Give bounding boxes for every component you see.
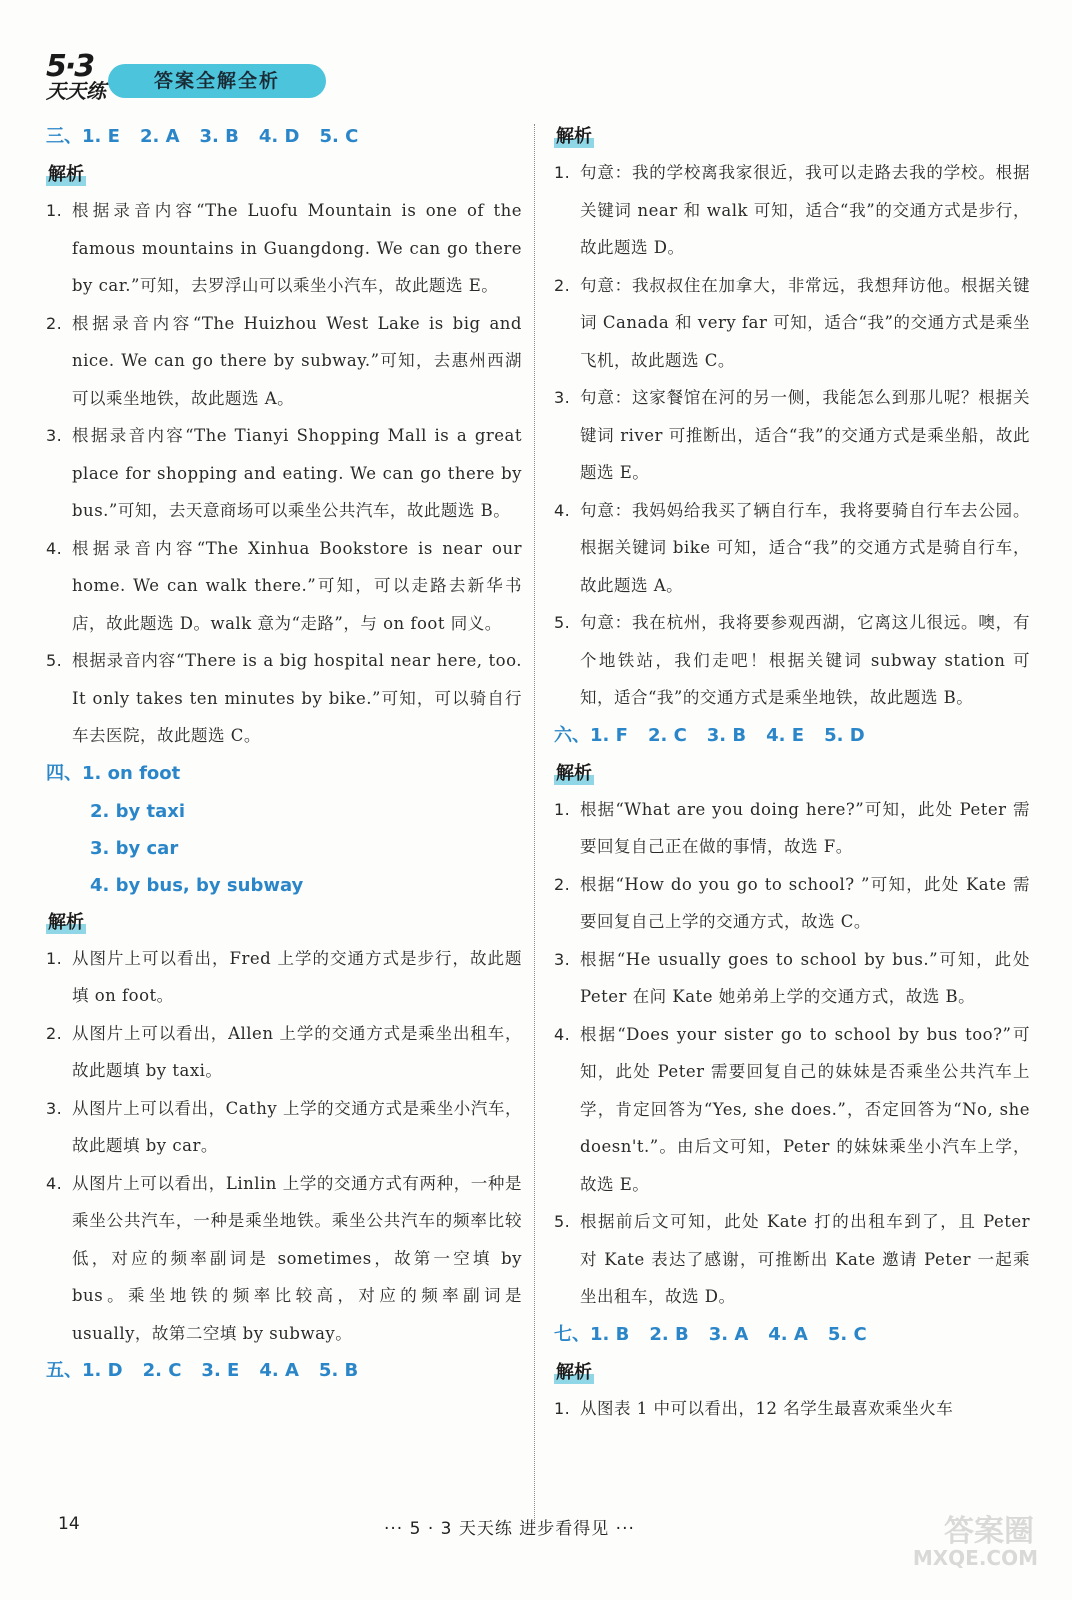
analysis-item — [46, 305, 522, 418]
item-text: 句意：我的学校离我家很近，我可以走路去我的学校。根据关键词 near 和 walk 可知，适合“我”的交通方式是步行，故此题选 D。 — [580, 163, 1030, 257]
item-number: 4. — [554, 1024, 571, 1044]
answer: 四、1. on foot — [46, 762, 181, 784]
answer: 七、1. B — [554, 1323, 630, 1345]
analysis-item — [46, 417, 522, 530]
item-number: 4. — [46, 538, 63, 558]
answer: 3. E — [201, 1360, 240, 1381]
item-text: 句意：我妈妈给我买了辆自行车，我将要骑自行车去公园。根据关键词 bike 可知，适合“我”的交通方式是骑自行车，故此题选 A。 — [580, 500, 1030, 595]
watermark — [908, 1506, 1038, 1576]
answer: 4. by bus, by subway — [90, 874, 304, 896]
logo-top: 5·3 — [46, 49, 94, 84]
item-number: 1. — [46, 201, 63, 220]
item-text: 根据前后文可知，此处 Kate 打的出租车到了，且 Peter 对 Kate 表达了感谢，可推断出 Kate 邀请 Peter 一起乘坐出租车，故选 D。 — [580, 1212, 1030, 1306]
answer: 2. A — [139, 126, 180, 147]
analysis-heading: 解析 — [556, 1361, 592, 1383]
item-text: 句意：我在杭州，我将要参观西湖，它离这儿很远。噢，有个地铁站，我们走吧！根据关键词 subway station 可知，适合“我”的交通方式是乘坐地铁，故此题选 B。 — [580, 613, 1030, 707]
answer: 五、1. D — [46, 1360, 123, 1381]
answer: 3. B — [199, 126, 239, 147]
item-number: 2. — [46, 313, 63, 333]
item-text: 句意：我叔叔住在加拿大，非常远，我想拜访他。根据关键词 Canada 和 very far 可知，适合“我”的交通方式是乘坐飞机，故此题选 C。 — [580, 275, 1030, 370]
item-number: 5. — [46, 651, 63, 670]
analysis-item — [46, 940, 522, 1015]
item-text: 根据录音内容“The Tianyi Shopping Mall is a great place for shopping and eating. We can go there by bus.”可知，去天意商场可以乘坐公共汽车，故此题选 B。 — [72, 426, 522, 520]
answer: 三、1. E — [46, 126, 120, 147]
item-number: 1. — [554, 1398, 571, 1418]
analysis-item — [554, 1390, 1030, 1428]
answer: 3. B — [706, 724, 747, 746]
analysis-heading: 解析 — [556, 762, 592, 784]
answer-row-5 — [46, 1352, 522, 1390]
item-number: 4. — [46, 1173, 63, 1193]
answer: 4. A — [259, 1360, 299, 1381]
analysis-item — [46, 642, 522, 755]
analysis-item — [554, 791, 1030, 866]
answer-row-4 — [46, 755, 522, 793]
item-number: 3. — [46, 1098, 63, 1118]
item-text: 从图片上可以看出，Fred 上学的交通方式是步行，故此题填 on foot。 — [72, 948, 522, 1005]
analysis-item — [554, 267, 1030, 380]
analysis-item — [46, 1090, 522, 1165]
right-column — [554, 118, 1030, 1427]
item-text: 从图片上可以看出，Linlin 上学的交通方式有两种，一种是乘坐公共汽车，一种是乘坐地铁。乘坐公共汽车的频率比较低，对应的频率副词是 sometimes，故第一空填 by bus。乘坐地铁的频率比较高，对应的频率副词是 usually，故第二空填 by subway。 — [72, 1173, 522, 1343]
analysis-item — [46, 1015, 522, 1090]
item-text: 句意：这家餐馆在河的另一侧，我能怎么到那儿呢？根据关键词 river 可推断出，适合“我”的交通方式是乘坐船，故此题选 E。 — [580, 388, 1030, 482]
item-text: 根据录音内容“There is a big hospital near here, too. It only takes ten minutes by bike.”可知，可以骑自行车去医院，故此题选 C。 — [72, 651, 522, 745]
answer: 2. B — [649, 1323, 689, 1345]
section-banner: 答案全解全析 — [108, 64, 326, 98]
item-text: 根据“What are you doing here?”可知，此处 Peter 需要回复自己正在做的事情，故选 F。 — [580, 799, 1030, 856]
item-text: 根据“Does your sister go to school by bus too?”可知，此处 Peter 需要回复自己的妹妹是否乘坐公共汽车上学，肯定回答为“Yes, she does.”，否定回答为“No, she doesn't.”。由后文可知，Peter 的妹妹乘坐小汽车上学，故选 E。 — [580, 1024, 1030, 1194]
answer-row-4 — [46, 793, 522, 830]
item-number: 1. — [554, 799, 571, 819]
answer: 2. by taxi — [90, 800, 186, 822]
item-number: 4. — [554, 500, 571, 520]
analysis-item — [554, 866, 1030, 941]
item-number: 2. — [554, 874, 571, 894]
analysis-item — [46, 1165, 522, 1353]
answer-row-3 — [46, 118, 522, 156]
answer: 5. C — [319, 126, 359, 147]
page-header — [44, 49, 544, 108]
item-number: 5. — [554, 613, 571, 632]
analysis-item — [554, 154, 1030, 267]
item-text: 根据录音内容“The Huizhou West Lake is big and nice. We can go there by subway.”可知，去惠州西湖可以乘坐地铁，故此题选 A。 — [72, 313, 522, 408]
item-text: 根据录音内容“The Luofu Mountain is one of the famous mountains in Guangdong. We can go there by car.”可知，去罗浮山可以乘坐小汽车，故此题选 E。 — [72, 201, 522, 295]
analysis-item — [46, 530, 522, 643]
answer-row-7 — [554, 1316, 1030, 1354]
answer: 3. by car — [90, 837, 179, 859]
item-text: 根据“How do you go to school? ”可知，此处 Kate 需要回复自己上学的交通方式，故选 C。 — [580, 874, 1030, 931]
analysis-item — [554, 379, 1030, 492]
item-number: 1. — [46, 948, 63, 968]
left-column — [46, 118, 522, 1390]
watermark-url: MXQE.COM — [912, 1546, 1038, 1570]
item-number: 2. — [554, 275, 571, 295]
analysis-item — [554, 1016, 1030, 1204]
item-text: 根据录音内容“The Xinhua Bookstore is near our home. We can walk there.”可知，可以走路去新华书店，故此题选 D。walk 意为“走路”，与 on foot 同义。 — [72, 538, 522, 633]
answer: 5. C — [827, 1323, 867, 1345]
item-text: 根据“He usually goes to school by bus.”可知，此处 Peter 在问 Kate 她弟弟上学的交通方式，故选 B。 — [580, 949, 1030, 1006]
answer: 4. E — [766, 724, 805, 746]
brand-logo — [44, 49, 106, 104]
answer: 3. A — [708, 1323, 749, 1345]
answer: 2. C — [142, 1360, 182, 1381]
analysis-heading: 解析 — [48, 911, 84, 933]
analysis-item — [46, 192, 522, 305]
item-number: 3. — [46, 426, 63, 445]
analysis-item — [554, 492, 1030, 605]
column-divider — [534, 124, 535, 1524]
footer-slogan: ··· 5 · 3 天天练 进步看得见 ··· — [384, 1519, 635, 1539]
analysis-heading: 解析 — [48, 164, 84, 185]
answer-row-4 — [46, 867, 522, 904]
item-text: 从图片上可以看出，Cathy 上学的交通方式是乘坐小汽车，故此题填 by car。 — [72, 1098, 522, 1155]
answer: 4. A — [768, 1323, 808, 1345]
answer-row-4 — [46, 830, 522, 867]
answer-row-6 — [554, 717, 1030, 755]
analysis-item — [554, 1203, 1030, 1316]
item-number: 5. — [554, 1212, 571, 1231]
item-text: 从图片上可以看出，Allen 上学的交通方式是乘坐出租车，故此题填 by taxi。 — [72, 1023, 522, 1080]
item-number: 3. — [554, 949, 571, 969]
analysis-heading: 解析 — [556, 126, 592, 147]
answer: 5. B — [318, 1360, 359, 1381]
answer: 2. C — [647, 724, 687, 746]
answer: 5. D — [824, 724, 865, 746]
item-number: 3. — [554, 388, 571, 407]
item-number: 1. — [554, 163, 571, 182]
answer: 4. D — [258, 126, 300, 147]
page-number: 14 — [58, 1514, 80, 1534]
answer: 六、1. F — [554, 724, 628, 746]
watermark-text: 答案圈 — [944, 1514, 1034, 1549]
item-number: 2. — [46, 1023, 63, 1043]
logo-bottom: 天天练 — [46, 79, 106, 103]
item-text: 从图表 1 中可以看出，12 名学生最喜欢乘坐火车 — [580, 1398, 954, 1418]
analysis-item — [554, 604, 1030, 717]
analysis-item — [554, 941, 1030, 1016]
